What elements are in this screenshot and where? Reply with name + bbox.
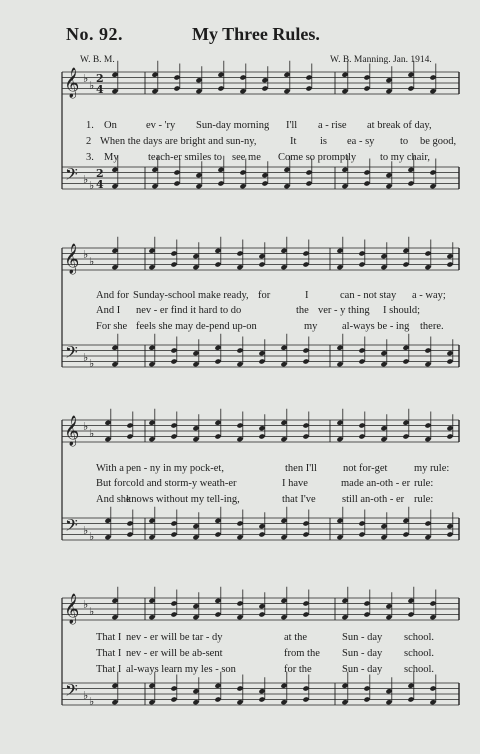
lyric-word: nev - er will be ab-sent [126, 648, 223, 659]
lyric-word: to [400, 136, 409, 147]
bass-staff-1 [62, 167, 459, 189]
lyric-word: at break of day, [367, 120, 432, 131]
treble-clef-icon-1: 𝄞 [64, 68, 80, 98]
lyric-word: rule: [414, 494, 434, 505]
bass-clef-icon-2: 𝄢 [65, 342, 78, 366]
flat-icon-bass-2: ♭ [83, 351, 89, 364]
treble-staff-3 [62, 420, 459, 442]
flat-icon-bass-3b: ♭ [89, 530, 95, 543]
lyric-word: a - rise [318, 120, 347, 131]
music-credit: W. B. Manning. Jan. 1914. [330, 55, 432, 65]
bass-clef-icon-4: 𝄢 [65, 680, 78, 704]
lyric-line [0, 478, 480, 492]
lyric-word: my rule: [414, 463, 450, 474]
lyric-line [0, 664, 480, 678]
lyric-word: When the days are bright and sun-ny, [100, 136, 257, 147]
lyric-word: rule: [414, 478, 434, 489]
lyric-word: al-ways be - ing [342, 321, 410, 332]
bass-staff-3 [62, 518, 459, 540]
lyric-line [0, 494, 480, 508]
lyric-word: is [320, 136, 328, 147]
lyric-word: nev - er will be tar - dy [126, 632, 223, 643]
lyric-word: It [290, 136, 297, 147]
lyric-word: My [104, 152, 119, 163]
flat-icon-bass-4b: ♭ [89, 695, 95, 708]
lyric-word: there. [420, 321, 444, 332]
flat-icon-bass-1b: ♭ [89, 179, 95, 192]
flat-icon-treble-2: ♭ [83, 248, 89, 261]
lyric-word: For she [96, 321, 128, 332]
bass-clef-icon-1: 𝄢 [65, 164, 78, 188]
lyric-word: my [304, 321, 318, 332]
lyric-word: that I've [282, 494, 316, 505]
lyric-word: school. [404, 664, 435, 675]
bass-clef-icon-3: 𝄢 [65, 515, 78, 539]
lyric-word: I [305, 290, 309, 301]
lyric-line [0, 321, 480, 335]
flat-icon-treble-1: ♭ [83, 72, 89, 85]
lyric-word: That I [96, 632, 122, 643]
lyric-word: And for [96, 290, 129, 301]
lyric-line [0, 632, 480, 646]
lyric-word: And she [96, 494, 131, 505]
treble-staff-4 [62, 598, 459, 620]
lyric-word: Sun-day morning [196, 120, 270, 131]
words-credit: W. B. M. [80, 55, 115, 65]
flat-icon-treble-1b: ♭ [89, 79, 95, 92]
lyric-line [0, 136, 480, 150]
lyric-word: Come so promptly [278, 152, 357, 163]
lyric-word: for [258, 290, 271, 301]
lyric-word: Sun - day [342, 648, 383, 659]
treble-clef-icon-2: 𝄞 [64, 244, 80, 274]
flat-icon-treble-3b: ♭ [89, 427, 95, 440]
time-sig-top: 2 [96, 72, 104, 85]
lyric-word: can - not stay [340, 290, 397, 301]
lyric-word: to my chair, [380, 152, 431, 163]
lyric-word: But for [96, 478, 127, 489]
lyric-word: Sunday-school make ready, [133, 290, 249, 301]
lyric-line [0, 290, 480, 304]
flat-icon-treble-2b: ♭ [89, 255, 95, 268]
lyric-word: I should; [383, 305, 421, 316]
treble-clef-icon-3: 𝄞 [64, 416, 80, 446]
lyric-word: nev - er find it hard to do [136, 305, 242, 316]
flat-icon-bass-1: ♭ [83, 173, 89, 186]
lyric-word: school. [404, 632, 435, 643]
time-sig-bottom-bass: 4 [96, 178, 104, 191]
lyric-word: 3. [86, 152, 94, 163]
lyric-line [0, 648, 480, 662]
lyric-word: I'll [286, 120, 298, 131]
lyric-word: made an-oth - er [341, 478, 411, 489]
lyric-word: 1. [86, 120, 94, 131]
flat-icon-bass-2b: ♭ [89, 357, 95, 370]
flat-icon-bass-4: ♭ [83, 689, 89, 702]
lyric-word: al-ways learn my les - son [126, 664, 236, 675]
flat-icon-bass-3: ♭ [83, 524, 89, 537]
lyric-word: knows without my tell-ing, [126, 494, 240, 505]
lyric-word: I have [282, 478, 308, 489]
lyric-word: pen - ny in my pock-et, [126, 463, 224, 474]
lyric-word: cold and storm-y weath-er [126, 478, 237, 489]
treble-clef-icon-4: 𝄞 [64, 594, 80, 624]
lyric-word: at the [284, 632, 308, 643]
lyric-word: ver - y thing [318, 305, 370, 316]
hymn-title: My Three Rules. [192, 24, 320, 44]
lyric-word: 2 [86, 136, 92, 147]
lyric-word: the [296, 305, 309, 316]
lyric-word: for the [284, 664, 312, 675]
lyric-word: That I [96, 664, 122, 675]
time-sig-top-bass: 2 [96, 167, 104, 180]
lyric-line [0, 305, 480, 319]
lyric-line [0, 152, 480, 166]
lyric-word: feels she may de-pend up-on [136, 321, 257, 332]
bass-staff-4 [62, 683, 459, 705]
flat-icon-treble-4: ♭ [83, 598, 89, 611]
lyric-word: a - way; [412, 290, 446, 301]
lyric-word: then I'll [285, 463, 317, 474]
lyric-line [0, 463, 480, 477]
lyric-line [0, 120, 480, 134]
bass-staff-2 [62, 345, 459, 367]
treble-staff-1 [62, 72, 459, 94]
hymn-number: No. 92. [66, 24, 123, 44]
lyric-word: With a [96, 463, 124, 474]
lyric-word: That I [96, 648, 122, 659]
lyric-word: Sun - day [342, 632, 383, 643]
flat-icon-treble-3: ♭ [83, 420, 89, 433]
time-sig-bottom: 4 [96, 83, 104, 96]
lyric-word: And I [96, 305, 121, 316]
lyric-word: ea - sy [347, 136, 375, 147]
lyric-word: not for-get [343, 463, 388, 474]
lyric-word: still an-oth - er [342, 494, 405, 505]
lyric-word: On [104, 120, 117, 131]
treble-staff-2 [62, 248, 459, 270]
lyric-word: be good, [420, 136, 457, 147]
lyric-word: school. [404, 648, 435, 659]
lyric-word: teach-er smiles to [148, 152, 223, 163]
lyric-word: from the [284, 648, 320, 659]
flat-icon-treble-4b: ♭ [89, 605, 95, 618]
lyric-word: see me [232, 152, 261, 163]
lyric-word: Sun - day [342, 664, 383, 675]
lyric-word: ev - 'ry [146, 120, 176, 131]
